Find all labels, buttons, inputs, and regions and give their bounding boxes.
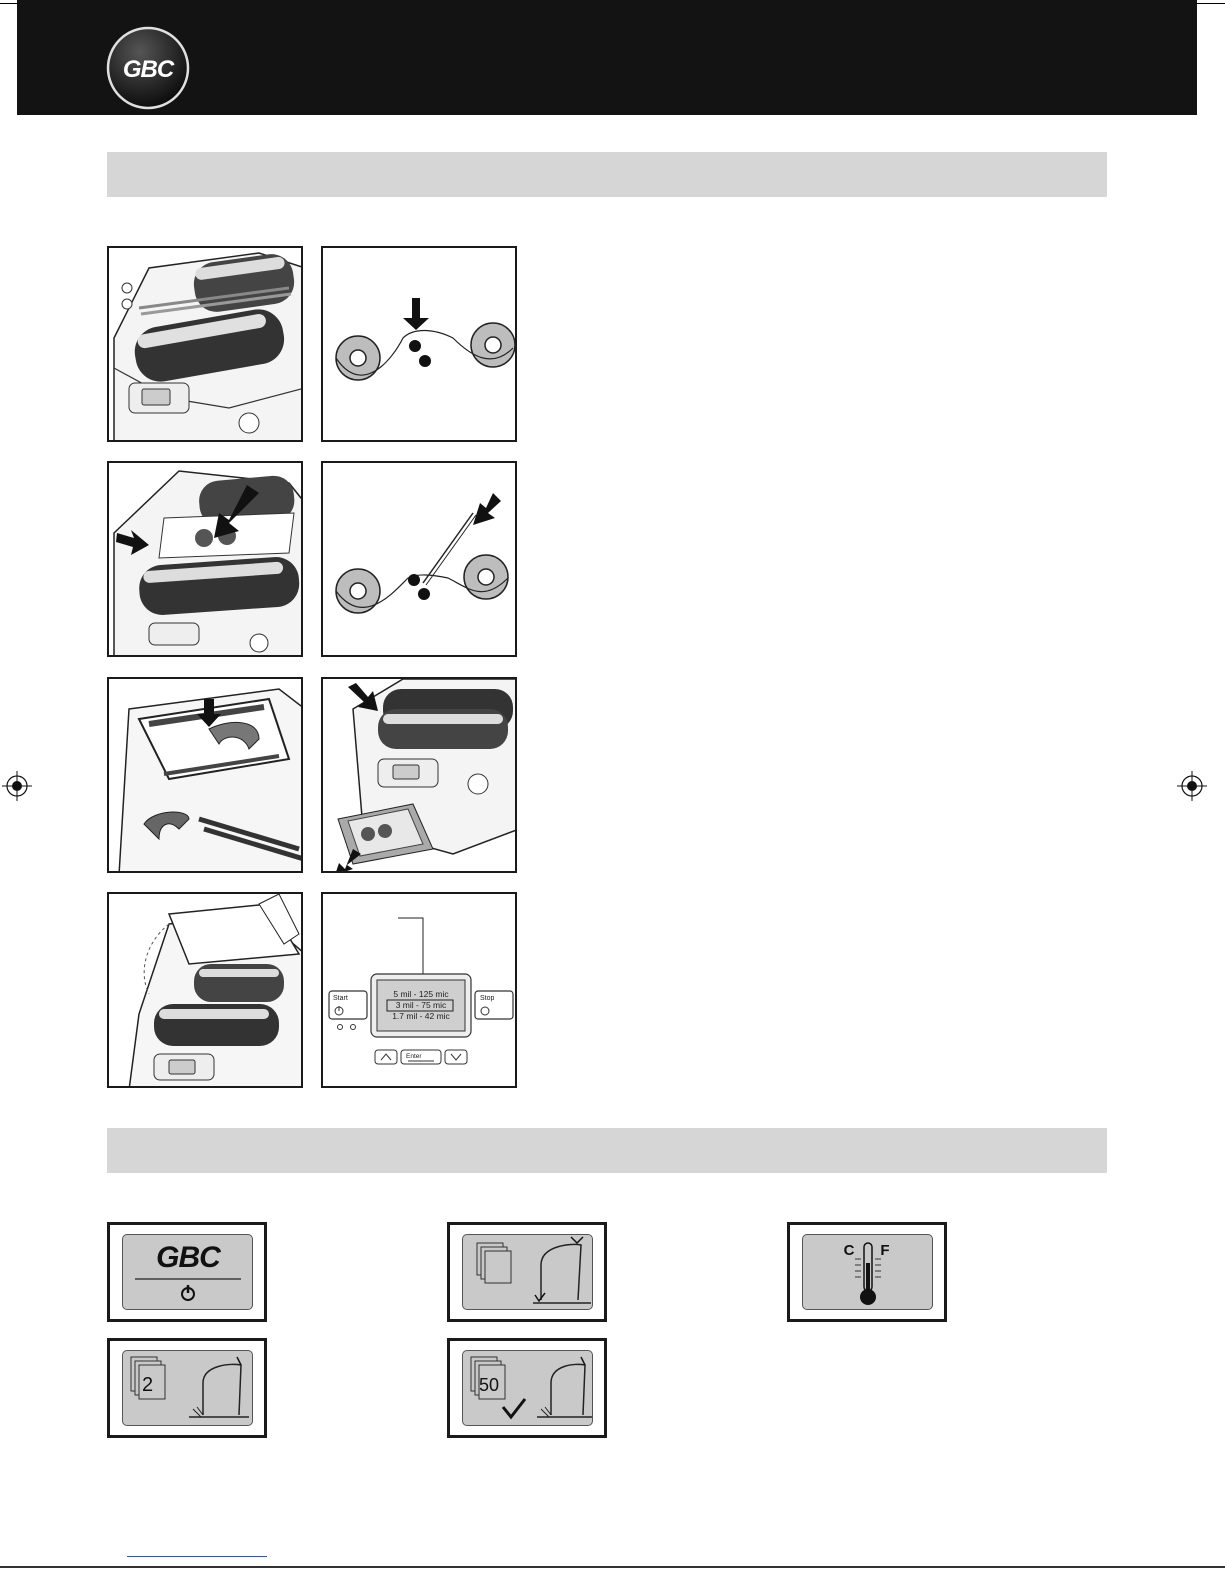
lcd-option-1: 5 mil - 125 mic (393, 989, 449, 999)
fahrenheit-label: F (880, 1242, 890, 1259)
header-banner (17, 0, 1197, 115)
section-bar-display (107, 1128, 1107, 1173)
status-icon-temperature (787, 1222, 947, 1322)
sheet-count-2: 2 (142, 1374, 154, 1396)
footer-link-underline (127, 1556, 267, 1557)
stop-label: Stop (480, 995, 495, 1002)
lcd-option-2: 3 mil - 75 mic (395, 1000, 447, 1010)
sheet-count-50: 50 (479, 1375, 500, 1395)
gbc-logo (105, 25, 191, 111)
status-icon-count-2 (107, 1338, 267, 1438)
illustration-sample-output (321, 677, 517, 873)
status-icon-feed (447, 1222, 607, 1322)
gbc-wordmark: GBC (156, 1241, 220, 1274)
footer-rule (0, 1566, 1225, 1568)
diagram-feed-path (321, 461, 517, 657)
checkmark-icon (503, 1399, 525, 1417)
control-panel-diagram (321, 892, 517, 1088)
section-bar-loading (107, 152, 1107, 197)
illustration-feed-guide (107, 461, 303, 657)
logo-text: GBC (122, 56, 174, 83)
enter-label: Enter (406, 1053, 422, 1060)
registration-mark-left (2, 771, 32, 801)
illustration-cover-closed (107, 892, 303, 1088)
diagram-film-path (321, 246, 517, 442)
lcd-option-3: 1.7 mil - 42 mic (392, 1011, 450, 1021)
start-label: Start (333, 995, 348, 1002)
celsius-label: C (843, 1242, 855, 1259)
illustration-machine-rolls (107, 246, 303, 442)
registration-mark-right (1177, 771, 1207, 801)
illustration-cutter-bar (107, 677, 303, 873)
status-icon-count-50 (447, 1338, 607, 1438)
status-icon-power (107, 1222, 267, 1322)
